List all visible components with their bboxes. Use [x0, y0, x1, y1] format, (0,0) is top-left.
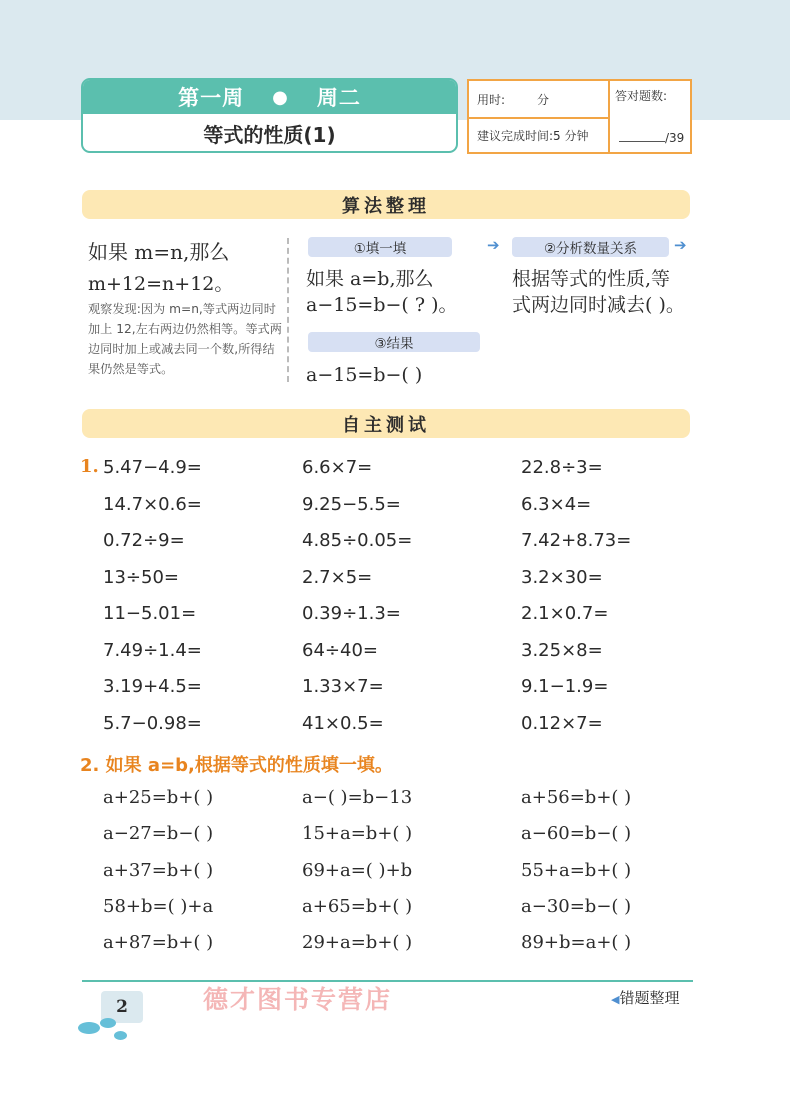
step1-line2: a−15=b−( ? )。 — [306, 294, 458, 316]
step1-label: ①填一填 — [308, 237, 452, 257]
day-label: 周二 — [316, 86, 361, 110]
fill-in-problem: 29+a=b+( ) — [302, 932, 413, 954]
fill-in-problem: 89+b=a+( ) — [521, 932, 632, 954]
score-blank[interactable] — [619, 141, 665, 142]
step2-text: 根据等式的性质,等式两边同时减去( )。 — [512, 268, 685, 316]
calc-problem: 0.72÷9= — [103, 530, 185, 551]
arrow-right-icon: ➔ — [674, 236, 687, 254]
fill-in-problem: 55+a=b+( ) — [521, 859, 632, 881]
time-score-box — [467, 79, 692, 154]
time-unit: 分 — [537, 93, 550, 107]
suggested-time: 建议完成时间:5 分钟 — [477, 129, 589, 143]
bullet-icon: ● — [272, 86, 289, 108]
time-used-label: 用时: — [477, 93, 506, 107]
arrow-right-icon: ➔ — [487, 236, 500, 254]
calc-problem: 0.12×7= — [521, 712, 603, 734]
fill-in-problem: a+56=b+( ) — [521, 787, 632, 808]
calc-problem: 3.2×30= — [521, 566, 603, 588]
algo-example-equation: m+12=n+12。 — [88, 273, 234, 295]
calc-problem: 7.42+8.73= — [521, 530, 632, 551]
fill-in-problem: a+25=b+( ) — [103, 787, 214, 808]
step3-text: a−15=b−( ) — [306, 364, 423, 386]
score-total: /39 — [665, 131, 685, 145]
algo-observation-note: 观察发现:因为 m=n,等式两边同时加上 12,左右两边仍然相等。等式两边同时加上或减去同一个数,所得结果仍然是等式。 — [88, 302, 282, 376]
divider — [608, 81, 610, 152]
calc-problem: 13÷50= — [103, 566, 179, 588]
question-1-number: 1. — [80, 456, 99, 477]
watermark: 德才图书专营店 — [203, 985, 393, 1014]
algo-example-title: 如果 m=n,那么 — [88, 240, 230, 264]
fill-in-problem: 58+b=( )+a — [103, 895, 214, 917]
section-self-test: 自主测试 — [82, 409, 690, 438]
fill-in-problem: 69+a=( )+b — [302, 859, 413, 881]
divider — [469, 117, 608, 119]
dashed-divider — [287, 238, 289, 382]
calc-problem: 3.25×8= — [521, 639, 603, 661]
calc-problem: 5.47−4.9= — [103, 457, 202, 478]
question-2-text: 如果 a=b,根据等式的性质填一填。 — [105, 755, 393, 776]
week-day-bar — [83, 80, 456, 114]
fill-in-problem: a−30=b−( ) — [521, 895, 632, 917]
step3-label: ③结果 — [308, 332, 480, 352]
fill-in-problem: 15+a=b+( ) — [302, 823, 413, 845]
calc-problem: 64÷40= — [302, 639, 378, 661]
calc-problem: 1.33×7= — [302, 676, 384, 697]
calc-problem: 4.85÷0.05= — [302, 530, 413, 551]
calc-problem: 6.6×7= — [302, 457, 373, 478]
calc-problem: 11−5.01= — [103, 603, 197, 624]
lesson-header — [81, 78, 458, 153]
calc-problem: 7.49÷1.4= — [103, 639, 202, 661]
fish-icon — [114, 1031, 127, 1040]
error-review-link[interactable] — [611, 987, 679, 1008]
error-review-label: 错题整理 — [619, 989, 680, 1007]
fish-icon — [100, 1018, 116, 1028]
section-algorithm: 算法整理 — [82, 190, 690, 219]
calc-problem: 41×0.5= — [302, 712, 384, 734]
step2-label: ②分析数量关系 — [512, 237, 669, 257]
fish-icon — [78, 1022, 100, 1034]
page-number: 2 — [101, 991, 143, 1023]
lesson-title: 等式的性质(1) — [203, 123, 336, 147]
question-2-number: 2. — [80, 755, 100, 776]
fill-in-problem: a−60=b−( ) — [521, 823, 632, 845]
correct-count-label: 答对题数: — [615, 89, 668, 103]
step1-line1: 如果 a=b,那么 — [306, 268, 434, 290]
fill-in-problem: a+65=b+( ) — [302, 895, 413, 917]
calc-problem: 9.25−5.5= — [302, 493, 401, 515]
calc-problem: 3.19+4.5= — [103, 676, 202, 697]
calc-problem: 5.7−0.98= — [103, 712, 202, 734]
triangle-left-icon: ◀ — [611, 993, 620, 1006]
calc-problem: 2.1×0.7= — [521, 603, 609, 624]
week-label: 第一周 — [178, 86, 245, 110]
question-2-title — [80, 751, 393, 777]
calc-problem: 0.39÷1.3= — [302, 603, 401, 624]
calc-problem: 9.1−1.9= — [521, 676, 609, 697]
calc-problem: 2.7×5= — [302, 566, 373, 588]
calc-problem: 6.3×4= — [521, 493, 592, 515]
fill-in-problem: a−27=b−( ) — [103, 823, 214, 845]
fill-in-problem: a+37=b+( ) — [103, 859, 214, 881]
fill-in-problem: a−( )=b−13 — [302, 787, 413, 808]
calc-problem: 14.7×0.6= — [103, 493, 202, 515]
fill-in-problem: a+87=b+( ) — [103, 932, 214, 954]
calc-problem: 22.8÷3= — [521, 457, 603, 478]
